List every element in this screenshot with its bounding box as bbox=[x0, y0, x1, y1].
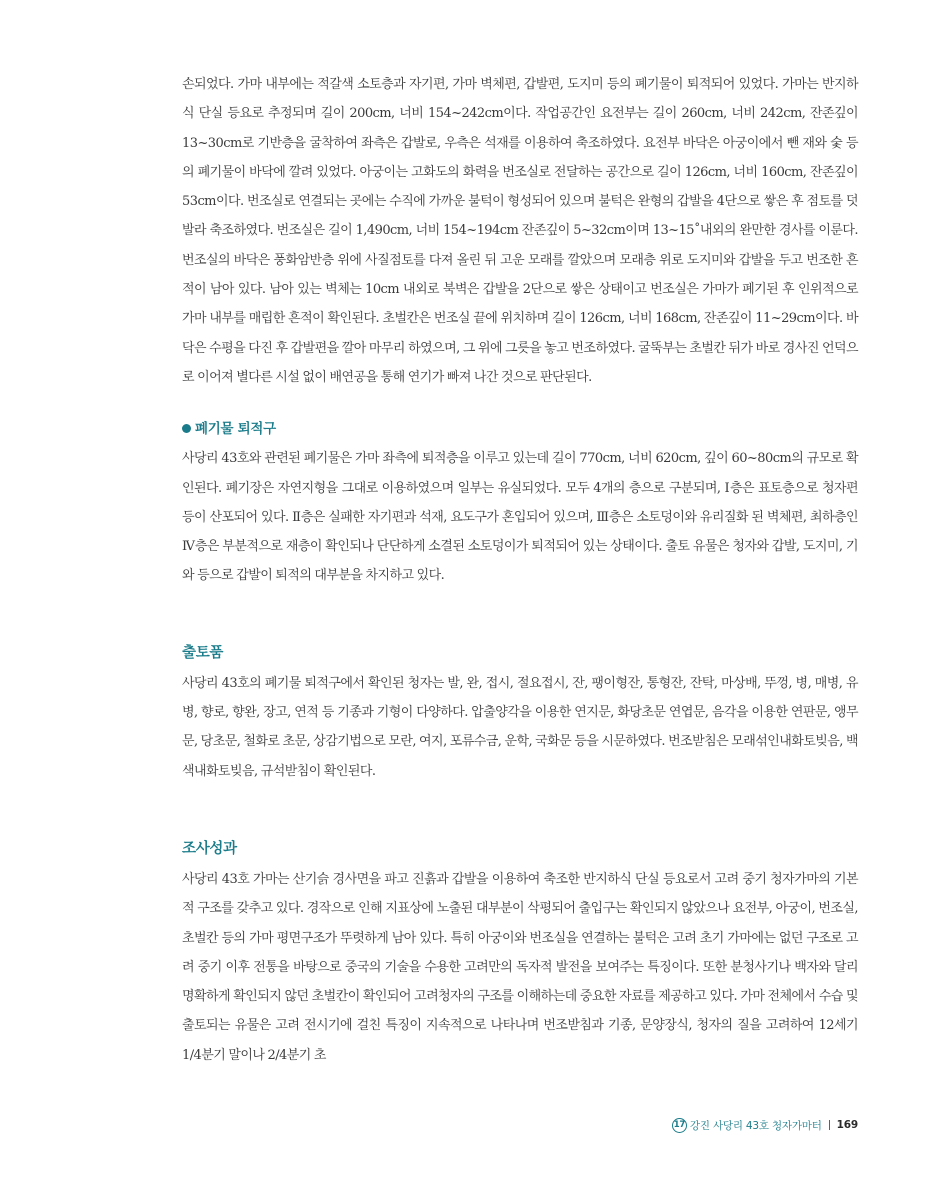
subsection-heading-label: 폐기물 퇴적구 bbox=[195, 421, 276, 438]
running-title: 강진 사당리 43호 청자가마터 bbox=[689, 1119, 822, 1132]
footer-divider bbox=[829, 1120, 830, 1130]
paragraph-kiln-interior: 손되었다. 가마 내부에는 적갈색 소토층과 자기편, 가마 벽체편, 갑발편, 도지미 등의 폐기물이 퇴적되어 있었다. 가마는 반지하식 단실 등요로 추정되며 길이 200cm, 너비 154~242cm이다. 작업공간인 요전부는 길이 260cm, 너비 242cm, 잔존깊이 13~30cm로 기반층을 굴착하여 좌측은 갑발로, 우측은 석재를 이용하여 축조하였다. 요전부 바닥은 아궁이에서 뺀 재와 숯 등의 폐기물이 바닥에 깔려 있었다. 아궁이는 고화도의 화력을 번조실로 전달하는 공간으로 길이 126cm, 너비 160cm, 잔존깊이 53cm이다. 번조실로 연결되는 곳에는 수직에 가까운 불턱이 형성되어 있으며 불턱은 완형의 갑발을 4단으로 쌓은 후 점토를 덧발라 축조하였다. 번조실은 길이 1,490cm, 너비 154~194cm 잔존깊이 5~32cm이며 13~15˚내외의 완만한 경사를 이룬다. 번조실의 바닥은 풍화암반층 위에 사질점토를 다져 올린 뒤 고운 모래를 깔았으며 모래층 위로 도지미와 갑발을 두고 번조한 흔적이 남아 있다. 남아 있는 벽체는 10cm 내외로 북벽은 갑발을 2단으로 쌓은 상태이고 번조실은 가마가 폐기된 후 인위적으로 가마 내부를 매립한 흔적이 확인된다. 초벌칸은 번조실 끝에 위치하며 길이 126cm, 너비 168cm, 잔존깊이 11~29cm이다. 바닥은 수평을 다진 후 갑발편을 깔아 마무리 하였으며, 그 위에 그릇을 놓고 번조하였다. 굴뚝부는 초벌칸 뒤가 바로 경사진 언덕으로 이어져 별다른 시설 없이 배연공을 통해 연기가 빠져 나간 것으로 판단된다. bbox=[182, 77, 858, 385]
page-number: 169 bbox=[836, 1119, 858, 1131]
chapter-number-badge: 17 bbox=[672, 1118, 687, 1133]
section-heading-artifacts: 출토품 bbox=[182, 644, 224, 661]
bullet-dot-icon bbox=[182, 424, 191, 433]
page-body bbox=[182, 70, 858, 1070]
page-footer bbox=[672, 1115, 858, 1135]
paragraph-waste-deposit: 사당리 43호와 관련된 폐기물은 가마 좌측에 퇴적층을 이루고 있는데 길이 770cm, 너비 620cm, 깊이 60~80cm의 규모로 확인된다. 폐기장은 자연지형을 그대로 이용하였으며 일부는 유실되었다. 모두 4개의 층으로 구분되며, Ⅰ층은 표토층으로 청자편 등이 산포되어 있다. Ⅱ층은 실패한 자기편과 석재, 요도구가 혼입되어 있으며, Ⅲ층은 소토덩이와 유리질화 된 벽체편, 최하층인 Ⅳ층은 부분적으로 재층이 확인되나 단단하게 소결된 소토덩이가 퇴적되어 있는 상태이다. 출토 유물은 청자와 갑발, 도지미, 기와 등으로 갑발이 퇴적의 대부분을 차지하고 있다. bbox=[182, 451, 858, 584]
section-heading-results: 조사성과 bbox=[182, 840, 237, 857]
paragraph-artifacts: 사당리 43호의 폐기물 퇴적구에서 확인된 청자는 발, 완, 접시, 절요접시, 잔, 팽이형잔, 통형잔, 잔탁, 마상배, 뚜껑, 병, 매병, 유병, 향로, 향완, 장고, 연적 등 기종과 기형이 다양하다. 압출양각을 이용한 연지문, 화당초문 연엽문, 음각을 이용한 연판문, 앵무문, 당초문, 철화로 초문, 상감기법으로 모란, 여지, 포류수금, 운학, 국화문 등을 시문하였다. 번조받침은 모래섞인내화토빚음, 백색내화토빚음, 규석받침이 확인된다. bbox=[182, 675, 858, 779]
subsection-heading-waste-deposit bbox=[182, 414, 858, 444]
paragraph-results: 사당리 43호 가마는 산기슭 경사면을 파고 진흙과 갑발을 이용하여 축조한 반지하식 단실 등요로서 고려 중기 청자가마의 기본적 구조를 갖추고 있다. 경작으로 인해 지표상에 노출된 대부분이 삭평되어 출입구는 확인되지 않았으나 요전부, 아궁이, 번조실, 초벌칸 등의 가마 평면구조가 뚜렷하게 남아 있다. 특히 아궁이와 번조실을 연결하는 불턱은 고려 초기 가마에는 없던 구조로 고려 중기 이후 전통을 바탕으로 중국의 기술을 수용한 고려만의 독자적 발전을 보여주는 특징이다. 또한 분청사기나 백자와 달리 명확하게 확인되지 않던 초벌칸이 확인되어 고려청자의 구조를 이해하는데 중요한 자료를 제공하고 있다. 가마 전체에서 수습 및 출토되는 유물은 고려 전시기에 걸친 특징이 지속적으로 나타나며 번조받침과 기종, 문양장식, 청자의 질을 고려하여 12세기 1/4분기 말이나 2/4분기 초 bbox=[182, 871, 858, 1063]
